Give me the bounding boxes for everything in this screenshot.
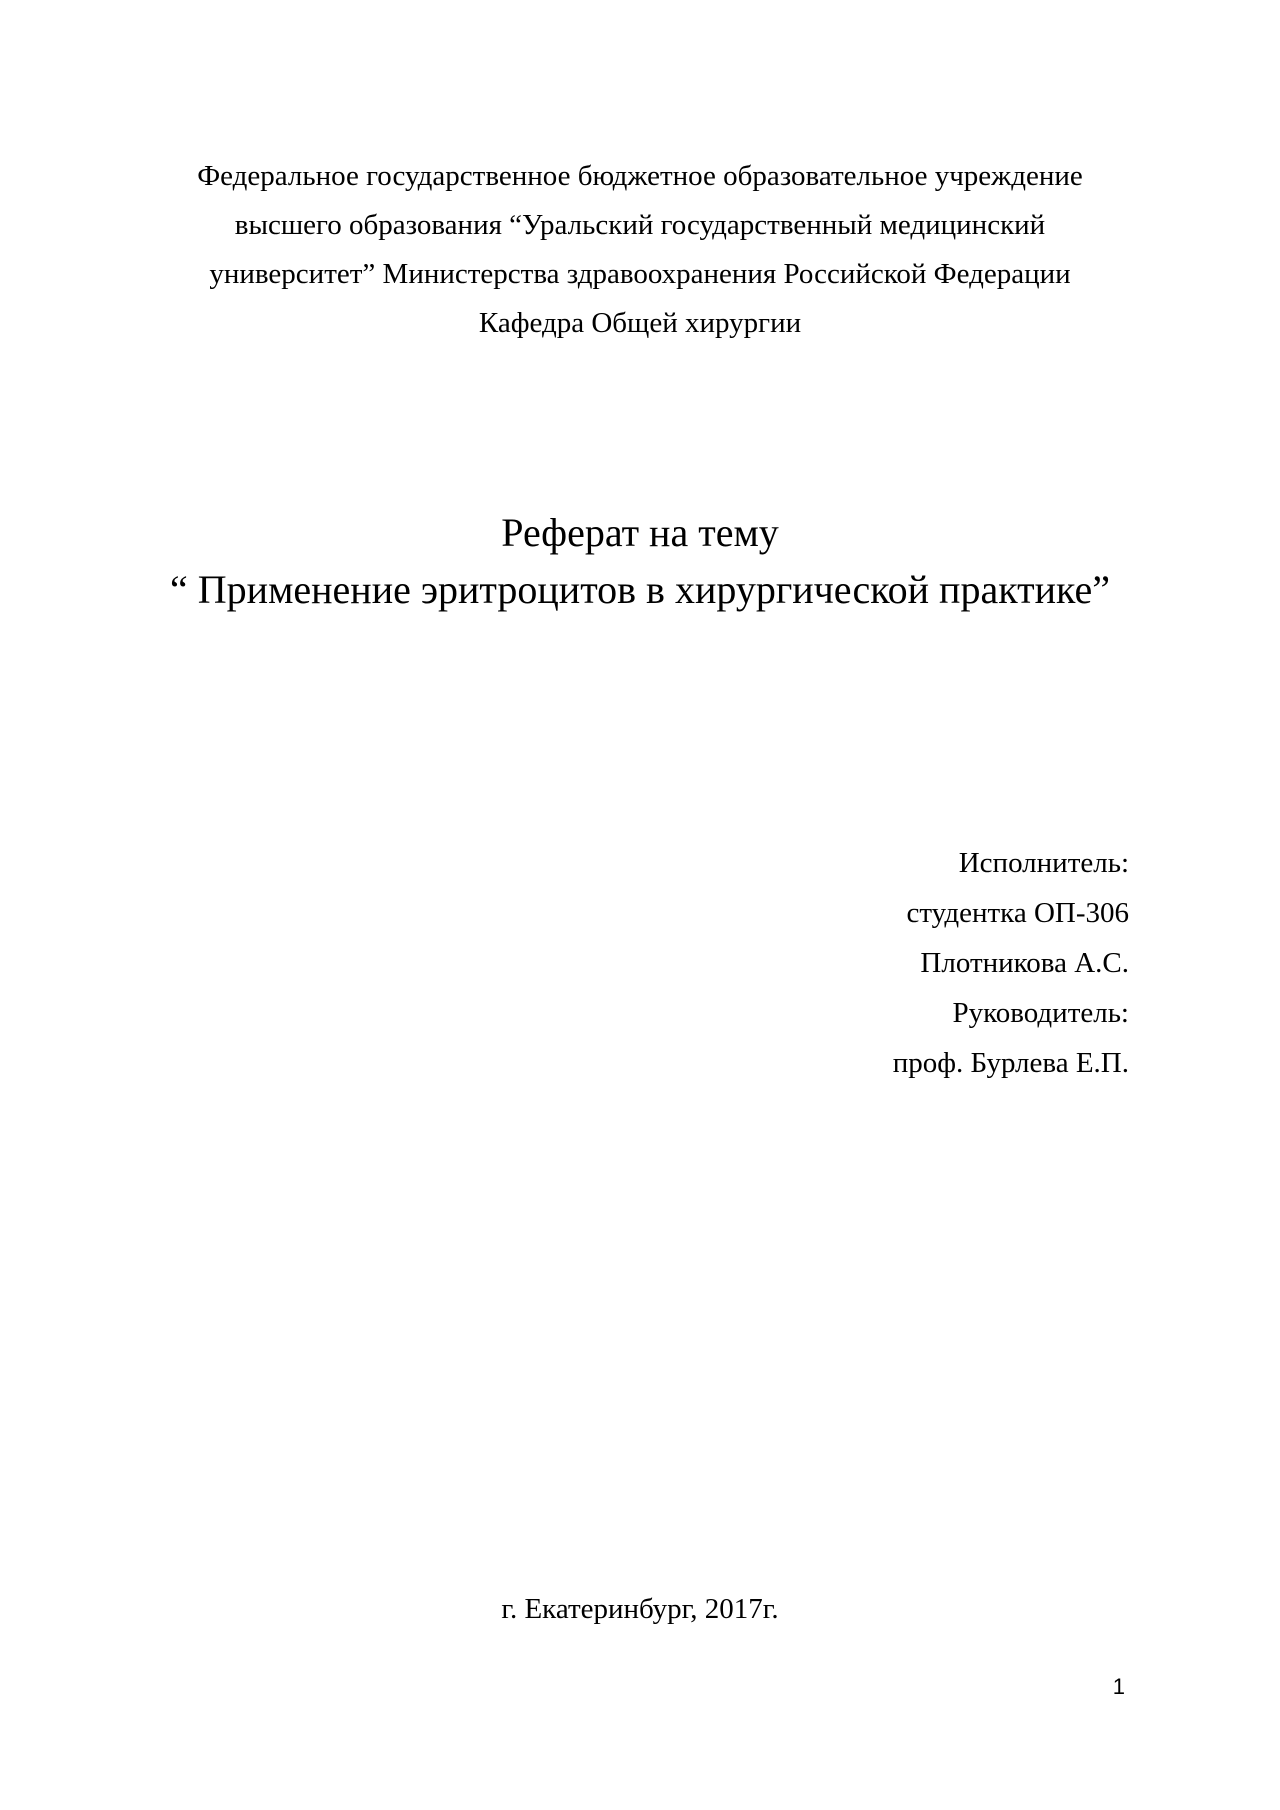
institution-line: высшего образования “Уральский государственный медицинский <box>234 209 1046 241</box>
signature-block <box>893 838 1129 1088</box>
department-name: Кафедра Общей хирургии <box>478 307 802 339</box>
page-number: 1 <box>1112 1674 1125 1699</box>
student-group: студентка ОП-306 <box>906 897 1129 929</box>
supervisor-name: проф. Бурлева Е.П. <box>892 1047 1129 1079</box>
institution-header <box>100 152 1180 348</box>
supervisor-label: Руководитель: <box>952 997 1129 1029</box>
title-topic: “ Применение эритроцитов в хирургической практике” <box>170 567 1110 612</box>
executor-label: Исполнитель: <box>958 847 1129 879</box>
title-intro: Реферат на тему <box>501 510 779 555</box>
student-name: Плотникова А.С. <box>920 947 1129 979</box>
city-year: г. Екатеринбург, 2017г. <box>501 1593 779 1625</box>
title-block <box>100 504 1180 618</box>
institution-line: Федеральное государственное бюджетное образовательное учреждение <box>197 160 1083 192</box>
institution-line: университет” Министерства здравоохранения Российской Федерации <box>209 258 1071 290</box>
